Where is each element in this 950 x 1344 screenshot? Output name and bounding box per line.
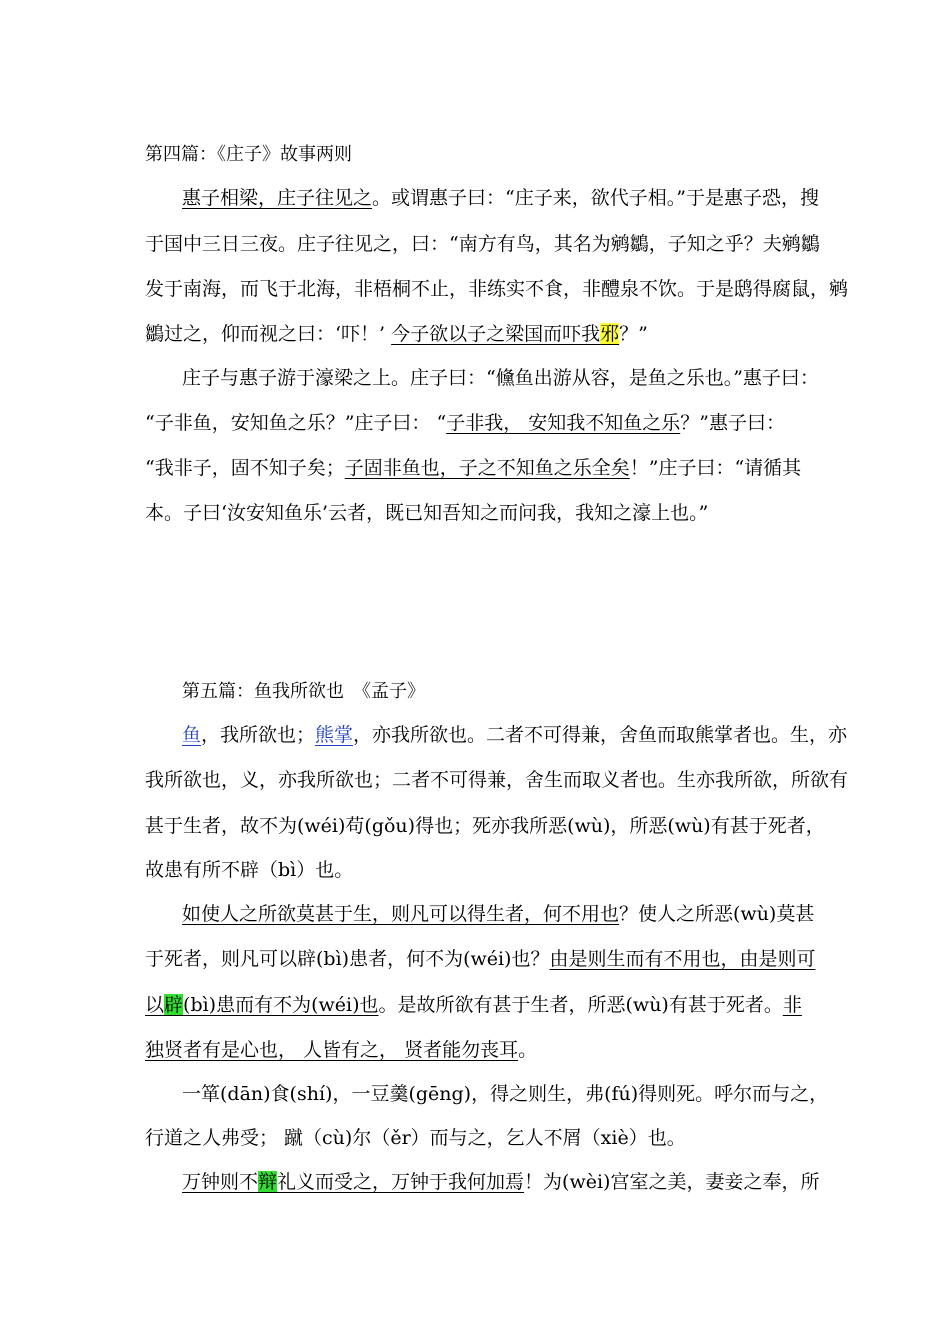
underlined-text: (bì)患而有不为(wéi)也 — [183, 994, 379, 1016]
text-segment: “子非鱼，安知鱼之乐？”庄子曰： “ — [145, 412, 447, 434]
underlined-text: 独贤者有是心也， 人皆有之， 贤者能勿丧耳 — [145, 1039, 519, 1061]
text-line — [145, 766, 848, 794]
text-segment: ！”庄子曰：“请循其 — [629, 457, 802, 479]
text-line — [182, 1168, 819, 1196]
text-segment: ？”惠子曰： — [680, 412, 785, 434]
text-line — [145, 230, 820, 258]
underlined-text: 礼义而受之，万钟于我何加焉 — [277, 1171, 525, 1193]
text-line — [145, 991, 802, 1019]
text-line — [145, 812, 825, 840]
text-segment: 我所欲也，义，亦我所欲也；二者不可得兼，舍生而取义者也。生亦我所欲，所欲有 — [145, 769, 849, 791]
text-segment: 鶵过之，仰而视之曰：‘吓！’ — [145, 323, 392, 345]
text-segment: ？使人之所恶(wù)莫甚 — [619, 903, 815, 925]
text-line — [145, 409, 785, 437]
underlined-text: 非 — [782, 994, 802, 1016]
text-line — [182, 721, 847, 749]
text-line — [145, 275, 848, 303]
text-line — [145, 320, 648, 348]
text-segment: 本。子曰‘汝安知鱼乐’云者，既已知吾知之而问我，我知之濠上也。” — [145, 502, 709, 524]
text-segment: 发于南海，而飞于北海，非梧桐不止，非练实不食，非醴泉不饮。于是鸱得腐鼠，鹓 — [145, 278, 849, 300]
text-segment: 故患有所不辟（bì）也。 — [145, 859, 354, 881]
section-4-title: 第四篇：《庄子》故事两则 — [145, 144, 352, 165]
text-segment: 于死者，则凡可以辟(bì)患者，何不为(wéi)也？ — [145, 948, 550, 970]
text-segment: ！为(wèi)宫室之美，妻妾之奉，所 — [524, 1171, 820, 1193]
underlined-text: 万钟则不 — [182, 1171, 259, 1193]
underlined-text: 以 — [145, 994, 165, 1016]
text-line — [145, 1036, 537, 1064]
underlined-text: 由是则生而有不用也，由是则可 — [549, 948, 816, 970]
underlined-text: 惠子相梁，庄子往见之 — [182, 187, 373, 209]
text-segment: 于国中三日三夜。庄子往见之，曰：“南方有鸟，其名为鹓鶵，子知之乎？夫鹓鶵 — [145, 233, 820, 255]
text-line — [145, 454, 801, 482]
highlighted-text: 邪 — [600, 323, 620, 345]
highlighted-text: 辟 — [164, 994, 184, 1016]
underlined-text: 如使人之所欲莫甚于生，则凡可以得生者，何不用也 — [182, 903, 620, 925]
underlined-text: 熊掌 — [315, 724, 354, 746]
text-segment: 。 — [518, 1039, 538, 1061]
underlined-text: 今子欲以子之梁国而吓我 — [391, 323, 601, 345]
text-line — [145, 945, 816, 973]
text-segment: ，亦我所欲也。二者不可得兼，舍鱼而取熊掌者也。生，亦 — [353, 724, 848, 746]
text-line — [182, 900, 814, 928]
text-segment: 行道之人弗受； 蹴（cù)尔（ěr）而与之，乞人不屑（xiè）也。 — [145, 1127, 686, 1149]
text-line — [145, 856, 353, 884]
text-line — [145, 499, 708, 527]
text-segment: 。或谓惠子曰：“庄子来，欲代子相。”于是惠子恐，搜 — [372, 187, 819, 209]
text-segment: 庄子与惠子游于濠梁之上。庄子曰：“儵鱼出游从容，是鱼之乐也。”惠子曰： — [182, 367, 819, 389]
text-segment: “我非子，固不知子矣； — [145, 457, 345, 479]
highlighted-text: 辩 — [258, 1171, 278, 1193]
text-line — [182, 364, 819, 392]
underlined-text: 子非我， 安知我不知鱼之乐 — [446, 412, 681, 434]
section-5-title: 第五篇：鱼我所欲也 《孟子》 — [182, 681, 425, 702]
underlined-text: 子固非鱼也，子之不知鱼之乐全矣 — [344, 457, 630, 479]
text-segment: ，我所欲也； — [201, 724, 316, 746]
text-segment: 。是故所欲有甚于生者，所恶(wù)有甚于死者。 — [378, 994, 783, 1016]
underlined-text: 鱼 — [182, 724, 202, 746]
text-segment: ？” — [619, 323, 648, 345]
text-line — [182, 184, 819, 212]
text-line — [182, 1080, 828, 1108]
text-line — [145, 1124, 686, 1152]
text-segment: 甚于生者，故不为(wéi)苟(gǒu)得也；死亦我所恶(wù)，所恶(wù)有甚于死者， — [145, 815, 825, 837]
text-segment: 一箪(dān)食(shí)，一豆羹(gēng)，得之则生，弗(fú)得则死。呼尔而与之， — [182, 1083, 829, 1105]
